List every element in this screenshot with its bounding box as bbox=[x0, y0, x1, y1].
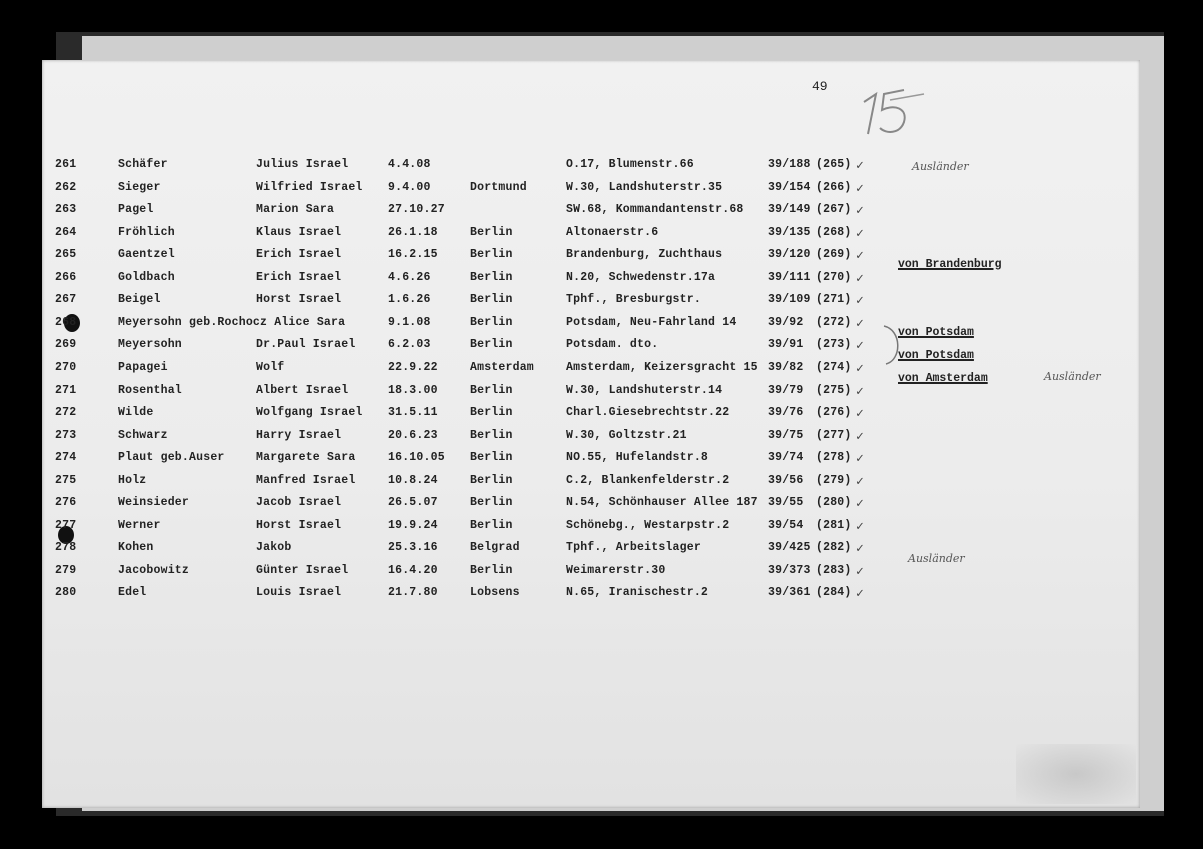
birth-place: Berlin bbox=[470, 496, 513, 510]
sequence-number: (282) bbox=[816, 541, 852, 555]
table-row bbox=[0, 406, 1203, 426]
sequence-number: (277) bbox=[816, 428, 852, 442]
birth-date: 1.6.26 bbox=[388, 293, 431, 307]
row-number: 268 bbox=[55, 315, 77, 329]
birth-date: 26.5.07 bbox=[388, 496, 438, 510]
address: Amsterdam, Keizersgracht 15 bbox=[566, 360, 758, 374]
last-name: Wilde bbox=[118, 406, 154, 420]
first-name: Günter Israel bbox=[256, 563, 349, 577]
sequence-number: (281) bbox=[816, 518, 852, 532]
row-number: 261 bbox=[55, 158, 77, 171]
birth-date: 27.10.27 bbox=[388, 203, 445, 217]
row-number: 270 bbox=[55, 360, 77, 374]
row-number: 278 bbox=[55, 541, 77, 555]
sequence-number: (280) bbox=[816, 496, 852, 510]
birth-date: 6.2.03 bbox=[388, 338, 431, 352]
check-mark-icon: ✓ bbox=[856, 338, 865, 354]
first-name: Wolfgang Israel bbox=[256, 406, 363, 420]
reference-number: 39/149 bbox=[768, 203, 811, 217]
reference-number: 39/76 bbox=[768, 406, 804, 420]
first-name: Wilfried Israel bbox=[256, 180, 363, 194]
birth-date: 16.4.20 bbox=[388, 563, 438, 577]
row-number: 272 bbox=[55, 406, 77, 420]
birth-place: Berlin bbox=[470, 270, 513, 284]
row-number: 266 bbox=[55, 270, 77, 284]
sequence-number: (269) bbox=[816, 248, 852, 262]
check-mark-icon: ✓ bbox=[856, 225, 865, 241]
table-row bbox=[0, 181, 1203, 201]
birth-place: Berlin bbox=[470, 225, 513, 239]
first-name: Wolf bbox=[256, 360, 285, 374]
first-name: Louis Israel bbox=[256, 586, 342, 600]
table-row bbox=[0, 293, 1203, 313]
birth-date: 18.3.00 bbox=[388, 383, 438, 397]
last-name: Kohen bbox=[118, 541, 154, 555]
row-number: 263 bbox=[55, 203, 77, 217]
birth-place: Berlin bbox=[470, 428, 513, 442]
remark-von-potsdam-1: von Potsdam bbox=[898, 326, 974, 339]
birth-place: Amsterdam bbox=[470, 360, 534, 374]
reference-number: 39/361 bbox=[768, 586, 811, 600]
table-row bbox=[0, 429, 1203, 449]
first-name: Klaus Israel bbox=[256, 225, 342, 239]
address: W.30, Landshuterstr.35 bbox=[566, 180, 723, 194]
row-number: 264 bbox=[55, 225, 77, 239]
row-number: 273 bbox=[55, 428, 77, 442]
first-name: Manfred Israel bbox=[256, 473, 356, 487]
reference-number: 39/56 bbox=[768, 473, 804, 487]
birth-date: 21.7.80 bbox=[388, 586, 438, 600]
reference-number: 39/425 bbox=[768, 541, 811, 555]
reference-number: 39/188 bbox=[768, 158, 811, 171]
reference-number: 39/109 bbox=[768, 293, 811, 307]
check-mark-icon: ✓ bbox=[856, 383, 865, 399]
birth-place: Dortmund bbox=[470, 180, 527, 194]
reference-number: 39/373 bbox=[768, 563, 811, 577]
table-row bbox=[0, 203, 1203, 223]
sequence-number: (271) bbox=[816, 293, 852, 307]
last-name: Gaentzel bbox=[118, 248, 175, 262]
check-mark-icon: ✓ bbox=[856, 518, 865, 534]
sequence-number: (275) bbox=[816, 383, 852, 397]
address: O.17, Blumenstr.66 bbox=[566, 158, 694, 171]
remark-von-amsterdam: von Amsterdam bbox=[898, 372, 988, 385]
check-mark-icon: ✓ bbox=[856, 451, 865, 467]
sequence-number: (272) bbox=[816, 315, 852, 329]
first-name: Horst Israel bbox=[256, 293, 342, 307]
handwritten-note-278: Ausländer bbox=[908, 552, 965, 565]
address: Weimarerstr.30 bbox=[566, 563, 666, 577]
first-name: Erich Israel bbox=[256, 248, 342, 262]
birth-place: Lobsens bbox=[470, 586, 520, 600]
row-number: 274 bbox=[55, 451, 77, 465]
address: Schönebg., Westarpstr.2 bbox=[566, 518, 730, 532]
table-row bbox=[0, 474, 1203, 494]
reference-number: 39/74 bbox=[768, 451, 804, 465]
check-mark-icon: ✓ bbox=[856, 158, 865, 173]
address: NO.55, Hufelandstr.8 bbox=[566, 451, 709, 465]
reference-number: 39/55 bbox=[768, 496, 804, 510]
table-row bbox=[0, 226, 1203, 246]
sequence-number: (276) bbox=[816, 406, 852, 420]
check-mark-icon: ✓ bbox=[856, 360, 865, 376]
handwritten-folio-15 bbox=[846, 82, 926, 142]
birth-date: 20.6.23 bbox=[388, 428, 438, 442]
row-number: 279 bbox=[55, 563, 77, 577]
last-name: Beigel bbox=[118, 293, 161, 307]
last-name: Schäfer bbox=[118, 158, 168, 171]
sequence-number: (273) bbox=[816, 338, 852, 352]
row-number: 271 bbox=[55, 383, 77, 397]
first-name: Jakob bbox=[256, 541, 292, 555]
sequence-number: (266) bbox=[816, 180, 852, 194]
address: Tphf., Arbeitslager bbox=[566, 541, 701, 555]
sequence-number: (278) bbox=[816, 451, 852, 465]
sequence-number: (279) bbox=[816, 473, 852, 487]
reference-number: 39/120 bbox=[768, 248, 811, 262]
reference-number: 39/154 bbox=[768, 180, 811, 194]
table-row bbox=[0, 451, 1203, 471]
reference-number: 39/91 bbox=[768, 338, 804, 352]
reference-number: 39/75 bbox=[768, 428, 804, 442]
birth-date: 16.2.15 bbox=[388, 248, 438, 262]
table-row bbox=[0, 564, 1203, 584]
sequence-number: (283) bbox=[816, 563, 852, 577]
address: N.20, Schwedenstr.17a bbox=[566, 270, 716, 284]
reference-number: 39/92 bbox=[768, 315, 804, 329]
reference-number: 39/135 bbox=[768, 225, 811, 239]
address: W.30, Landshuterstr.14 bbox=[566, 383, 723, 397]
sequence-number: (267) bbox=[816, 203, 852, 217]
first-name: Harry Israel bbox=[256, 428, 342, 442]
check-mark-icon: ✓ bbox=[856, 248, 865, 264]
birth-place: Berlin bbox=[470, 406, 513, 420]
row-number: 267 bbox=[55, 293, 77, 307]
reference-number: 39/54 bbox=[768, 518, 804, 532]
table-row bbox=[0, 541, 1203, 561]
birth-date: 9.1.08 bbox=[388, 315, 431, 329]
sequence-number: (284) bbox=[816, 586, 852, 600]
last-name: Fröhlich bbox=[118, 225, 175, 239]
birth-place: Berlin bbox=[470, 563, 513, 577]
check-mark-icon: ✓ bbox=[856, 563, 865, 579]
table-row bbox=[0, 248, 1203, 268]
table-row bbox=[0, 158, 1203, 178]
first-name: Julius Israel bbox=[256, 158, 349, 171]
birth-place: Berlin bbox=[470, 451, 513, 465]
last-name: Plaut geb.Auser bbox=[118, 451, 225, 465]
birth-place: Belgrad bbox=[470, 541, 520, 555]
first-name: Margarete Sara bbox=[256, 451, 356, 465]
check-mark-icon: ✓ bbox=[856, 473, 865, 489]
birth-date: 9.4.00 bbox=[388, 180, 431, 194]
birth-date: 4.6.26 bbox=[388, 270, 431, 284]
birth-place: Berlin bbox=[470, 518, 513, 532]
last-name: Rosenthal bbox=[118, 383, 182, 397]
table-row bbox=[0, 519, 1203, 539]
sequence-number: (265) bbox=[816, 158, 852, 171]
table-row bbox=[0, 271, 1203, 291]
sequence-number: (274) bbox=[816, 360, 852, 374]
last-name: Jacobowitz bbox=[118, 563, 190, 577]
table-row bbox=[0, 316, 1203, 336]
birth-place: Berlin bbox=[470, 383, 513, 397]
handwritten-bracket bbox=[880, 322, 910, 368]
last-name: Pagel bbox=[118, 203, 154, 217]
table-row bbox=[0, 384, 1203, 404]
address: C.2, Blankenfelderstr.2 bbox=[566, 473, 730, 487]
address: N.54, Schönhauser Allee 187 bbox=[566, 496, 758, 510]
address: Tphf., Bresburgstr. bbox=[566, 293, 701, 307]
last-name: Edel bbox=[118, 586, 147, 600]
check-mark-icon: ✓ bbox=[856, 406, 865, 422]
remark-von-potsdam-2: von Potsdam bbox=[898, 349, 974, 362]
birth-date: 16.10.05 bbox=[388, 451, 445, 465]
address: Potsdam. dto. bbox=[566, 338, 659, 352]
handwritten-note-261: Ausländer bbox=[912, 160, 969, 173]
table-row bbox=[0, 586, 1203, 606]
paper-stain bbox=[1016, 744, 1136, 804]
birth-date: 31.5.11 bbox=[388, 406, 438, 420]
birth-place: Berlin bbox=[470, 473, 513, 487]
last-name: Werner bbox=[118, 518, 161, 532]
first-name: Jacob Israel bbox=[256, 496, 342, 510]
check-mark-icon: ✓ bbox=[856, 315, 865, 331]
check-mark-icon: ✓ bbox=[856, 586, 865, 602]
birth-place: Berlin bbox=[470, 293, 513, 307]
last-name: Meyersohn geb.Rochocz Alice Sara bbox=[118, 315, 346, 329]
last-name: Weinsieder bbox=[118, 496, 190, 510]
birth-date: 19.9.24 bbox=[388, 518, 438, 532]
first-name: Horst Israel bbox=[256, 518, 342, 532]
first-name: Erich Israel bbox=[256, 270, 342, 284]
birth-place: Berlin bbox=[470, 338, 513, 352]
birth-date: 26.1.18 bbox=[388, 225, 438, 239]
birth-date: 22.9.22 bbox=[388, 360, 438, 374]
check-mark-icon: ✓ bbox=[856, 496, 865, 512]
first-name: Dr.Paul Israel bbox=[256, 338, 356, 352]
row-number: 269 bbox=[55, 338, 77, 352]
last-name: Papagei bbox=[118, 360, 168, 374]
address: Altonaerstr.6 bbox=[566, 225, 659, 239]
row-number: 262 bbox=[55, 180, 77, 194]
sequence-number: (268) bbox=[816, 225, 852, 239]
birth-date: 4.4.08 bbox=[388, 158, 431, 171]
check-mark-icon: ✓ bbox=[856, 270, 865, 286]
address: Potsdam, Neu-Fahrland 14 bbox=[566, 315, 737, 329]
check-mark-icon: ✓ bbox=[856, 180, 865, 196]
row-number: 277 bbox=[55, 518, 77, 532]
row-number: 275 bbox=[55, 473, 77, 487]
check-mark-icon: ✓ bbox=[856, 541, 865, 557]
sequence-number: (270) bbox=[816, 270, 852, 284]
table-row bbox=[0, 361, 1203, 381]
page-number: 49 bbox=[812, 79, 828, 94]
address: Charl.Giesebrechtstr.22 bbox=[566, 406, 730, 420]
reference-number: 39/82 bbox=[768, 360, 804, 374]
check-mark-icon: ✓ bbox=[856, 293, 865, 309]
first-name: Marion Sara bbox=[256, 203, 335, 217]
address: W.30, Goltzstr.21 bbox=[566, 428, 687, 442]
handwritten-note-270: Ausländer bbox=[1044, 370, 1101, 383]
address: SW.68, Kommandantenstr.68 bbox=[566, 203, 744, 217]
row-number: 276 bbox=[55, 496, 77, 510]
last-name: Schwarz bbox=[118, 428, 168, 442]
table-row bbox=[0, 496, 1203, 516]
first-name: Albert Israel bbox=[256, 383, 349, 397]
last-name: Goldbach bbox=[118, 270, 175, 284]
reference-number: 39/79 bbox=[768, 383, 804, 397]
birth-place: Berlin bbox=[470, 315, 513, 329]
row-number: 265 bbox=[55, 248, 77, 262]
check-mark-icon: ✓ bbox=[856, 203, 865, 219]
address: N.65, Iranischestr.2 bbox=[566, 586, 709, 600]
last-name: Sieger bbox=[118, 180, 161, 194]
last-name: Meyersohn bbox=[118, 338, 182, 352]
row-number: 280 bbox=[55, 586, 77, 600]
birth-date: 10.8.24 bbox=[388, 473, 438, 487]
last-name: Holz bbox=[118, 473, 147, 487]
table-row bbox=[0, 338, 1203, 358]
birth-date: 25.3.16 bbox=[388, 541, 438, 555]
check-mark-icon: ✓ bbox=[856, 428, 865, 444]
reference-number: 39/111 bbox=[768, 270, 811, 284]
address: Brandenburg, Zuchthaus bbox=[566, 248, 723, 262]
remark-von-brandenburg: von Brandenburg bbox=[898, 258, 1002, 271]
birth-place: Berlin bbox=[470, 248, 513, 262]
